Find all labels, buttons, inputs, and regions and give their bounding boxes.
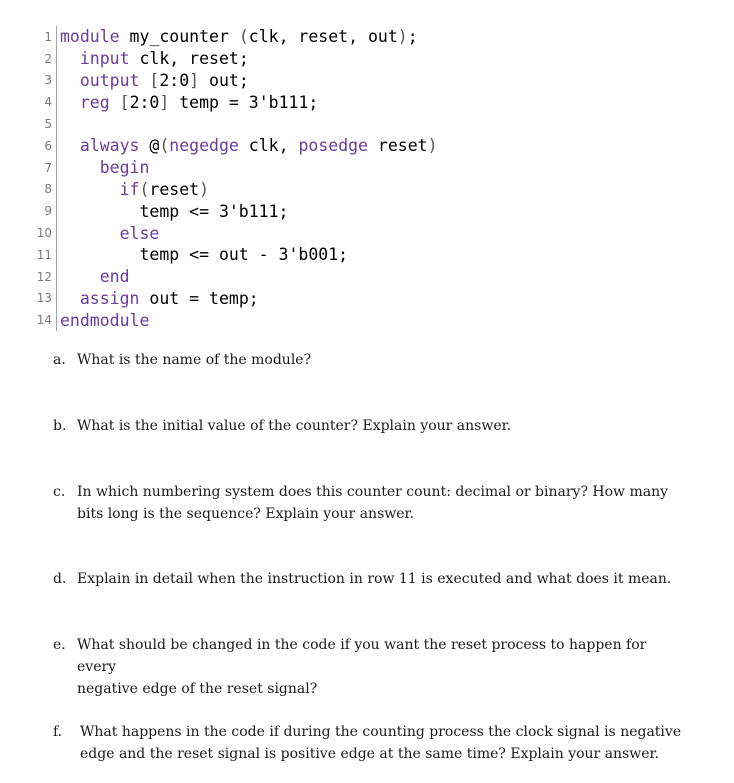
code-text: else: [119, 223, 160, 243]
code-line: [34, 91, 504, 113]
code-line: [34, 135, 504, 157]
line-number: 8: [44, 182, 52, 197]
code-line: [34, 113, 504, 135]
question-text-line: In which numbering system does this counter count: decimal or binary? How many: [77, 484, 669, 500]
line-number: 4: [44, 95, 52, 110]
question-text-line: negative edge of the reset signal?: [77, 681, 318, 697]
line-number: 13: [36, 291, 52, 306]
code-text: temp <= 3'b111;: [60, 201, 289, 221]
question-text-line: What should be changed in the code if you want the reset process to happen for every: [77, 637, 647, 675]
question-text: [77, 568, 687, 590]
question-text: [77, 634, 687, 700]
code-text: assign out = temp;: [79, 288, 259, 308]
code-text: always @(negedge clk, posedge reset): [79, 136, 438, 156]
code-text: end: [99, 267, 130, 287]
question-letter: e.: [53, 637, 66, 653]
line-number: 9: [44, 204, 52, 219]
code-line: [34, 200, 504, 222]
code-listing: [34, 26, 504, 331]
question-text-line: What is the initial value of the counter? Explain your answer.: [77, 418, 512, 434]
question-letter: c.: [53, 484, 66, 500]
question-text-line: Explain in detail when the instruction in row 11 is executed and what does it mean.: [77, 571, 672, 587]
question-letter: a.: [53, 352, 66, 368]
code-text: endmodule: [60, 310, 150, 330]
code-line: [34, 179, 504, 201]
line-number: 14: [36, 313, 52, 328]
question-text-line: edge and the reset signal is positive edge at the same time? Explain your answer.: [80, 746, 660, 762]
code-line: [34, 48, 504, 70]
line-number: 5: [44, 117, 52, 132]
question-text: [77, 481, 687, 525]
line-number: 12: [36, 269, 52, 284]
code-text: begin: [99, 158, 150, 178]
question-text: [77, 349, 687, 371]
question-text-line: What is the name of the module?: [77, 352, 312, 368]
line-number: 2: [44, 51, 52, 66]
question-text: [80, 721, 690, 765]
code-line: [34, 157, 504, 179]
code-text: input clk, reset;: [79, 49, 249, 69]
line-number: 10: [36, 226, 52, 241]
line-number: 7: [44, 160, 52, 175]
question-letter: d.: [53, 571, 67, 587]
question-text-line: What happens in the code if during the counting process the clock signal is negative: [80, 724, 682, 740]
code-line: [34, 222, 504, 244]
code-line: [34, 309, 504, 331]
code-line: [34, 70, 504, 92]
code-line: [34, 26, 504, 48]
code-text: module my_counter (clk, reset, out);: [60, 27, 418, 47]
code-line: [34, 244, 504, 266]
code-text: temp <= out - 3'b001;: [60, 245, 349, 265]
code-text: if(reset): [119, 179, 210, 199]
line-number: 3: [44, 73, 52, 88]
question-text: [77, 415, 687, 437]
code-line: [34, 288, 504, 310]
question-letter: f.: [53, 724, 63, 740]
line-number: 1: [44, 29, 52, 44]
question-letter: b.: [53, 418, 67, 434]
code-text: output [2:0] out;: [79, 70, 249, 90]
question-text-line: bits long is the sequence? Explain your answer.: [77, 506, 415, 522]
code-text: reg [2:0] temp = 3'b111;: [79, 92, 319, 112]
code-line: [34, 266, 504, 288]
line-number: 6: [44, 138, 52, 153]
line-number: 11: [36, 247, 52, 262]
